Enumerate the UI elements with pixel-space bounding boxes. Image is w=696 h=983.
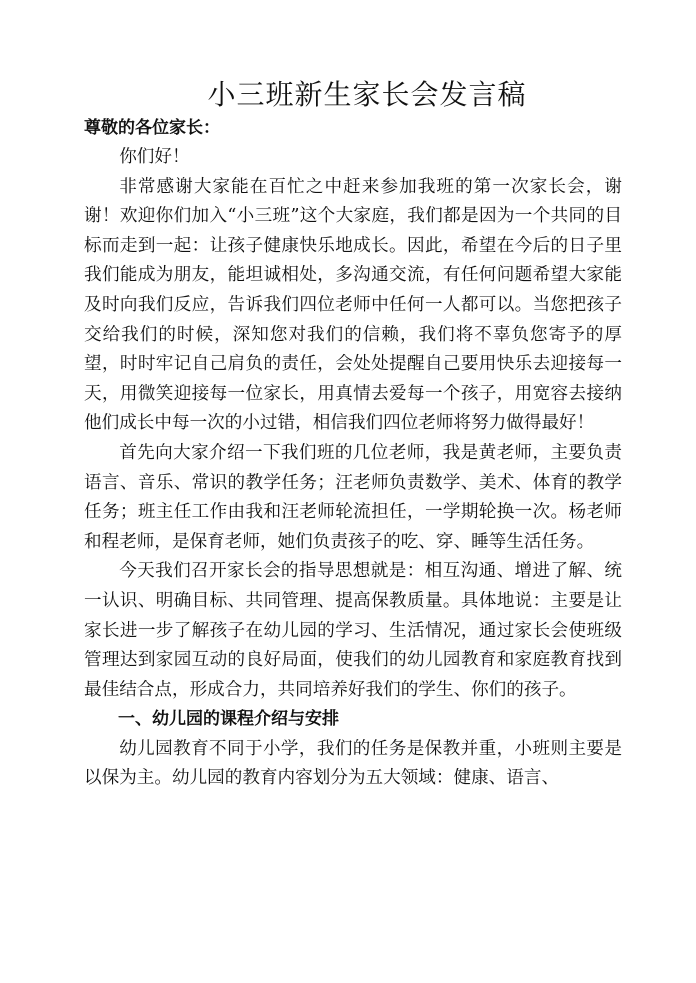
- document-title: 小三班新生家长会发言稿: [207, 78, 527, 111]
- paragraph-teachers: 首先向大家介绍一下我们班的几位老师，我是黄老师，主要负责语言、音乐、常识的教学任务；汪老师负责数学、美术、体育的教学任务；班主任工作由我和汪老师轮流担任，一学期轮换一次。杨老师和程老师，是保育老师，她们负责孩子的吃、穿、睡等生活任务。: [84, 442, 622, 552]
- greeting: 你们好！: [119, 147, 190, 167]
- paragraph-purpose: 今天我们召开家长会的指导思想就是：相互沟通、增进了解、统一认识、明确目标、共同管理、提高保教质量。具体地说：主要是让家长进一步了解孩子在幼儿园的学习、生活情况，通过家长会使班级管理达到家园互动的良好局面，使我们的幼儿园教育和家庭教育找到最佳结合点，形成合力，共同培养好我们的学生、你们的孩子。: [84, 561, 622, 700]
- paragraph-thanks: 非常感谢大家能在百忙之中赶来参加我班的第一次家长会，谢谢！欢迎你们加入“小三班”这个大家庭，我们都是因为一个共同的目标而走到一起：让孩子健康快乐地成长。因此，希望在今后的日子里我们能成为朋友，能坦诚相处，多沟通交流，有任何问题希望大家能及时向我们反应，告诉我们四位老师中任何一人都可以。当您把孩子交给我们的时候，深知您对我们的信赖，我们将不辜负您寄予的厚望，时时牢记自己肩负的责任，会处处提醒自己要用快乐去迎接每一天，用微笑迎接每一位家长，用真情去爱每一个孩子，用宽容去接纳他们成长中每一次的小过错，相信我们四位老师将努力做得最好！: [84, 176, 622, 434]
- section-heading: 一、幼儿园的课程介绍与安排: [118, 709, 339, 730]
- salutation: 尊敬的各位家长：: [84, 118, 220, 138]
- paragraph-curriculum: 幼儿园教育不同于小学，我们的任务是保教并重，小班则主要是以保为主。幼儿园的教育内容划分为五大领域：健康、语言、: [84, 738, 622, 789]
